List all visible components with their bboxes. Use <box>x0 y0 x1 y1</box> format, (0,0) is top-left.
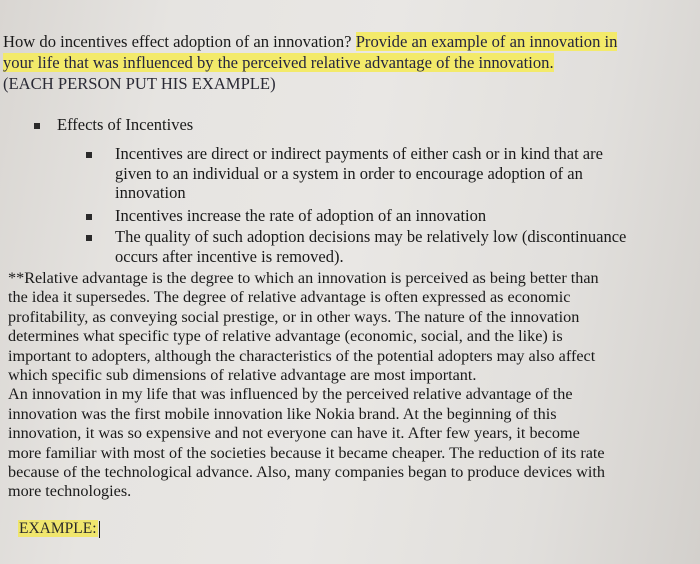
effects-item-3-line-2: occurs after incentive is removed). <box>115 246 344 266</box>
question-line-3 <box>3 73 693 94</box>
question-block <box>3 31 693 94</box>
bullet-square-icon <box>34 123 40 129</box>
body-line: important to adopters, although the characteristics of the potential adopters may also affect <box>8 346 596 365</box>
effects-item-1-text <box>115 144 680 203</box>
question-line-2 <box>3 52 693 73</box>
effects-item-3-text <box>115 227 680 266</box>
body-line: **Relative advantage is the degree to which an innovation is perceived as being better than <box>8 269 599 287</box>
question-part-a: How do incentives effect adoption of an innovation? <box>3 32 352 51</box>
body-line: determines what specific type of relative advantage (economic, social, and the like) is <box>8 327 563 346</box>
example-label: EXAMPLE: <box>19 520 97 537</box>
answer-body <box>8 269 693 502</box>
bullet-square-icon <box>86 235 92 241</box>
body-line: innovation, it was so expensive and not everyone can have it. After few years, it become <box>8 424 580 443</box>
body-line: profitability, as conveying social prestige, or in other ways. The nature of the innovation <box>8 307 580 326</box>
effects-item-1-line-1: Incentives are direct or indirect payments of either cash or in kind that are <box>115 144 603 163</box>
body-line: more familiar with most of the societies because it became cheaper. The reduction of its rate <box>8 443 605 462</box>
body-line: because of the technological advance. Also, many companies began to produce devices with <box>8 463 605 482</box>
body-line: more technologies. <box>8 482 132 501</box>
effects-heading: Effects of Incentives <box>57 115 194 134</box>
body-line: which specific sub dimensions of relative advantage are most important. <box>8 366 477 385</box>
question-line-3-text: (EACH PERSON PUT HIS EXAMPLE) <box>3 74 276 93</box>
body-line: innovation was the first mobile innovation like Nokia brand. At the beginning of this <box>8 404 557 423</box>
bullet-square-icon <box>86 152 92 158</box>
example-entry[interactable] <box>18 520 100 538</box>
body-line: the idea it supersedes. The degree of relative advantage is often expressed as economic <box>8 288 571 307</box>
question-part-b: Provide an example of an innovation in <box>355 32 618 51</box>
effects-item-2-line-1: Incentives increase the rate of adoption of an innovation <box>115 206 487 225</box>
question-line-2-text: your life that was influenced by the perceived relative advantage of the innovation. <box>3 53 554 72</box>
effects-item-1-line-2: given to an individual or a system in order to encourage adoption of an <box>115 163 583 183</box>
effects-item-2-text <box>115 206 680 226</box>
effects-item-1-line-3: innovation <box>115 183 186 202</box>
effects-item-3-line-1: The quality of such adoption decisions may be relatively low (discontinuance <box>115 227 627 246</box>
question-line-1 <box>3 31 693 52</box>
text-cursor <box>99 521 100 538</box>
body-line: An innovation in my life that was influenced by the perceived relative advantage of the <box>8 385 573 404</box>
bullet-square-icon <box>86 214 92 220</box>
